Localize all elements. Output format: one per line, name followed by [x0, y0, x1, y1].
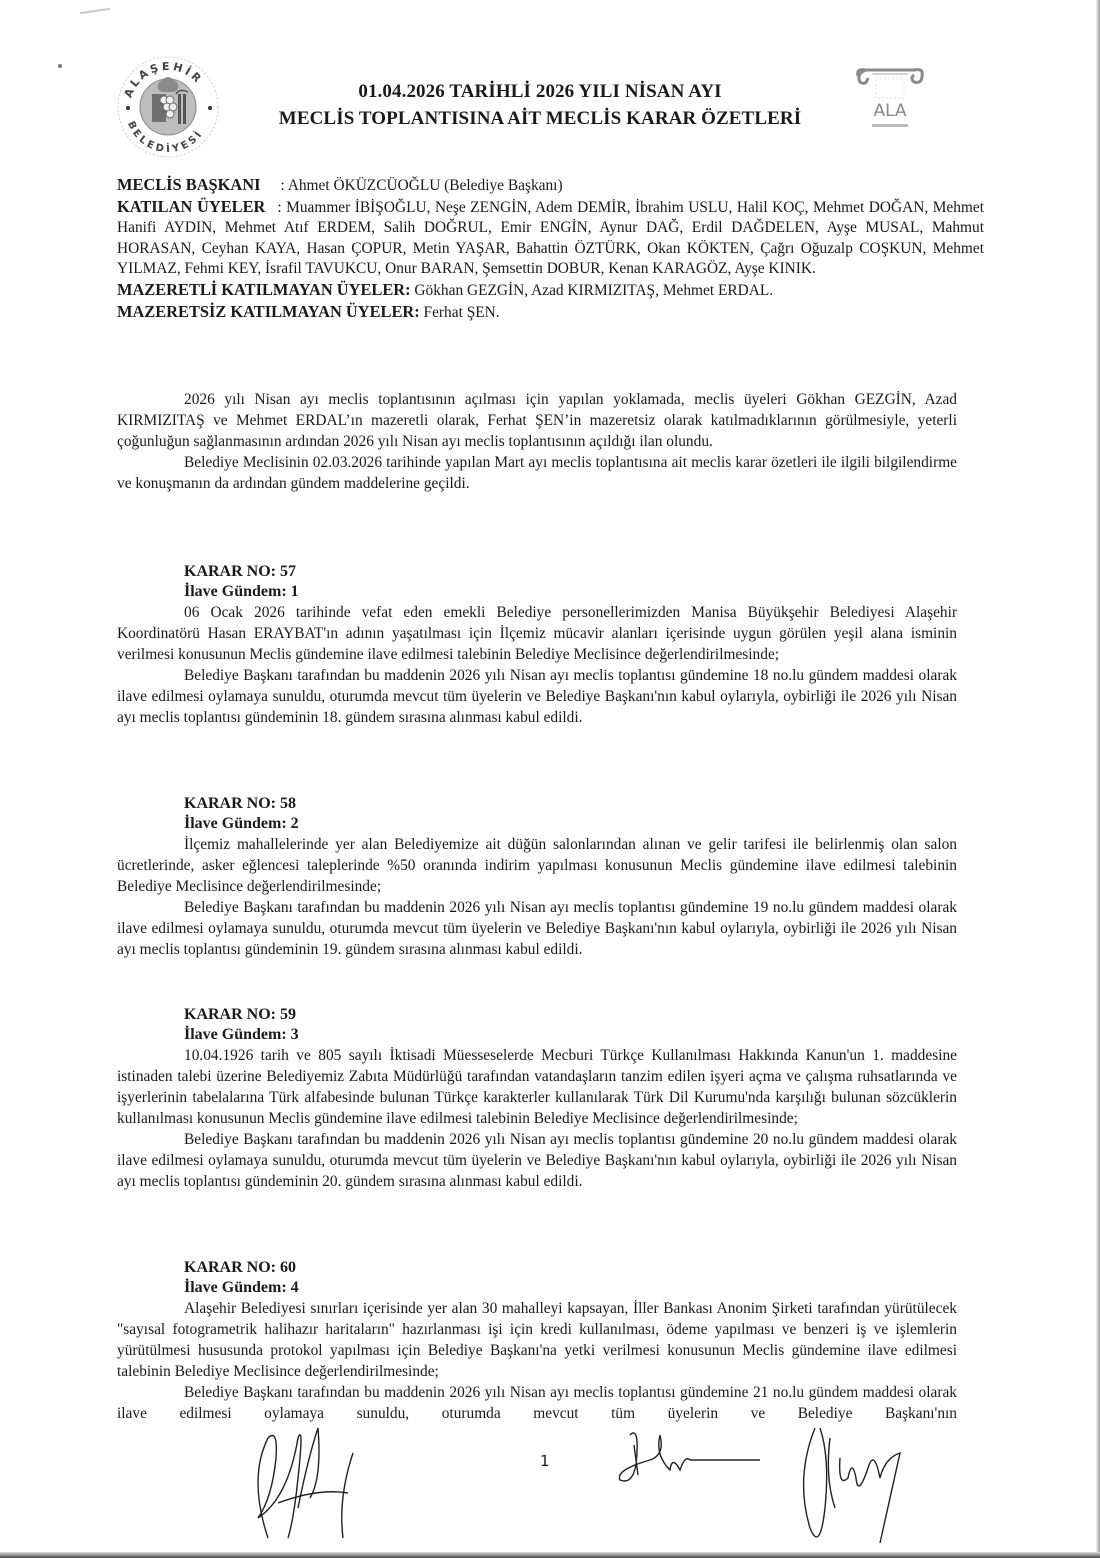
- decision-60: [117, 1258, 957, 1424]
- decision-57: [117, 562, 957, 728]
- intro-paragraph-1: 2026 yılı Nisan ayı meclis toplantısının açılması için yapılan yoklamada, meclis üyeleri Gökhan GEZGİN, Azad KIRMIZITAŞ ve Mehmet ERDAL’ın mazeretli olarak, Ferhat ŞEN’in mazeretsiz olarak katılmadıklarının görülmesiyle, yeterli çoğunluğun sağlanmasının ardından 2026 yılı Nisan ayı meclis toplantısının açıldığı ilan olundu.: [117, 391, 957, 450]
- alasehir-belediyesi-logo: [112, 50, 222, 160]
- page-edge-shadow: [1096, 0, 1100, 1558]
- decision-paragraph-1: İlçemiz mahallelerinde yer alan Belediyemize ait düğün salonlarından alınan ve gelir tarifesi ile belirlenmiş olan salon ücretlerinde, asker eğlencesi taleplerinde %50 oranında indirim yapılması konusunun Meclis gündemine ilave edilmesi talebinin Belediye Meclisince değerlendirilmesinde;: [117, 836, 957, 895]
- decision-number: KARAR NO: 57: [184, 563, 296, 580]
- decision-paragraph-2: Belediye Başkanı tarafından bu maddenin 2026 yılı Nisan ayı meclis toplantısı gündemine 18 no.lu gündem maddesi olarak ilave edilmesi oylamaya sunuldu, oturumda mevcut tüm üyelerin ve Belediye Başkanı'nın kabul oylarıyla, oybirliği ile 2026 yılı Nisan ayı meclis toplantısı gündeminin 18. gündem sırasına alınması kabul edildi.: [117, 667, 957, 726]
- additional-agenda: İlave Gündem: 4: [184, 1279, 299, 1296]
- decision-paragraph-1: 10.04.1926 tarih ve 805 sayılı İktisadi Müesseselerde Mecburi Türkçe Kullanılması Hakkında Kanun'un 1. maddesine istinaden talebi üzerine Belediyemiz Zabıta Müdürlüğü tarafından vatandaşların tanzim edilen işyeri açma ve çalışma ruhsatlarında ve işyerlerinin tabelalarına Türk alfabesinde bulunan Türkçe karakterler kullanılarak Türk Dil Kurumu'nda karşılığı bulunan sözcüklerin kullanılması konusunun Meclis gündemine ilave edilmesi talebinin Belediye Meclisince değerlendirilmesinde;: [117, 1047, 957, 1127]
- signature-1: [238, 1418, 378, 1558]
- decision-58: [117, 794, 957, 960]
- additional-agenda: İlave Gündem: 1: [184, 583, 299, 600]
- decision-number: KARAR NO: 60: [184, 1259, 296, 1276]
- decision-paragraph-2: Belediye Başkanı tarafından bu maddenin 2026 yılı Nisan ayı meclis toplantısı gündemine 20 no.lu gündem maddesi olarak ilave edilmesi oylamaya sunuldu, oturumda mevcut tüm üyelerin ve Belediye Başkanı'nın kabul oylarıyla, oybirliği ile 2026 yılı Nisan ayı meclis toplantısı gündeminin 20. gündem sırasına alınması kabul edildi.: [117, 1131, 957, 1190]
- decision-number: KARAR NO: 59: [184, 1006, 296, 1023]
- signature-2: [610, 1425, 770, 1505]
- excused-members-value: Gökhan GEZGİN, Azad KIRMIZITAŞ, Mehmet ERDAL.: [410, 281, 774, 299]
- decision-paragraph-1: Alaşehir Belediyesi sınırları içerisinde yer alan 30 mahalleyi kapsayan, İller Bankası Anonim Şirketi tarafından yürütülecek "sayısal fotogrametrik halihazır haritaların" hazırlanması işi için kredi kullanılması, ödeme yapılması ve benzeri iş ve işlemlerin yürütülmesi hususunda protokol yapılması için Belediye Başkanı'na yetki verilmesi konusunun Meclis gündemine ilave edilmesi talebinin Belediye Meclisince değerlendirilmesinde;: [117, 1300, 957, 1380]
- excused-members-label: MAZERETLİ KATILMAYAN ÜYELER:: [117, 279, 411, 299]
- ala-logo-text: ALA: [873, 101, 907, 121]
- present-members-value: : Muammer İBİŞOĞLU, Neşe ZENGİN, Adem DEMİR, İbrahim USLU, Halil KOÇ, Mehmet DOĞAN, Mehmet Hanifi AYDIN, Mehmet Atıf ERDEM, Salih DOĞRUL, Emir ENGİN, Aynur DAĞ, Erdil DAĞDELEN, Ayşe MUSAL, Mahmut HORASAN, Ceyhan KAYA, Hasan ÇOPUR, Metin YAŞAR, Bahattin ÖZTÜRK, Okan KÖKTEN, Çağrı Oğuzalp COŞKUN, Mehmet YILMAZ, Fehmi KEY, İsrafil TAVUKCU, Onur BARAN, Şemsettin DOBUR, Kenan KARAGÖZ, Ayşe KINIK.: [117, 198, 984, 278]
- decision-paragraph-1: 06 Ocak 2026 tarihinde vefat eden emekli Belediye personellerimizden Manisa Büyükşehir Belediyesi Alaşehir Koordinatörü Hasan ERAYBAT'ın adının yaşatılması için İlçemiz mücavir alanları içerisinde uygun görülen yeşil alana isminin verilmesi konusunun Meclis gündemine ilave edilmesi talebinin Belediye Meclisince değerlendirilmesinde;: [117, 604, 957, 663]
- present-members-label: KATILAN ÜYELER: [117, 196, 266, 216]
- decision-paragraph-2: Belediye Başkanı tarafından bu maddenin 2026 yılı Nisan ayı meclis toplantısı gündemine 19 no.lu gündem maddesi olarak ilave edilmesi oylamaya sunuldu, oturumda mevcut tüm üyelerin ve Belediye Başkanı'nın kabul oylarıyla, oybirliği ile 2026 yılı Nisan ayı meclis toplantısı gündeminin 19. gündem sırasına alınması kabul edildi.: [117, 899, 957, 958]
- page-edge-shadow-bottom: [0, 1552, 1100, 1558]
- document-title: [230, 78, 850, 132]
- decision-number: KARAR NO: 58: [184, 795, 296, 812]
- logo-text-bottom: BELEDİYESİ: [125, 119, 206, 156]
- decision-59: [117, 1005, 957, 1192]
- scan-artifact: [80, 8, 110, 14]
- scan-dot: [58, 64, 62, 68]
- chair-row: [117, 175, 984, 197]
- intro-paragraph-2: Belediye Meclisinin 02.03.2026 tarihinde yapılan Mart ayı meclis toplantısına ait meclis karar özetleri ile ilgili bilgilendirme ve konuşmanın da ardından gündem maddelerine geçildi.: [117, 454, 957, 492]
- intro-section: [117, 389, 957, 494]
- chair-label: MECLİS BAŞKANI: [117, 175, 261, 194]
- present-members-row: [117, 197, 984, 280]
- chair-value: : Ahmet ÖKÜZCÜOĞLU (Belediye Başkanı): [280, 177, 563, 194]
- attendance-section: [117, 175, 984, 323]
- unexcused-members-label: MAZERETSİZ KATILMAYAN ÜYELER:: [117, 301, 420, 321]
- signature-3: [790, 1418, 910, 1558]
- unexcused-members-row: [117, 302, 984, 324]
- unexcused-members-value: Ferhat ŞEN.: [419, 303, 500, 321]
- ala-column-logo: [852, 66, 928, 134]
- excused-members-row: [117, 280, 984, 302]
- logo-text-top: ALAŞEHİR: [121, 59, 206, 100]
- title-line-2: MECLİS TOPLANTISINA AİT MECLİS KARAR ÖZETLERİ: [278, 108, 802, 129]
- title-line-1: 01.04.2026 TARİHLİ 2026 YILI NİSAN AYI: [358, 81, 722, 102]
- additional-agenda: İlave Gündem: 3: [184, 1026, 299, 1043]
- decision-paragraph-2: Belediye Başkanı tarafından bu maddenin 2026 yılı Nisan ayı meclis toplantısı gündemine 21 no.lu gündem maddesi olarak ilave edilmesi oylamaya sunuldu, oturumda mevcut tüm üyelerin ve Belediye Başkanı'nın: [117, 1384, 957, 1422]
- page-number: 1: [540, 1452, 550, 1470]
- additional-agenda: İlave Gündem: 2: [184, 815, 299, 832]
